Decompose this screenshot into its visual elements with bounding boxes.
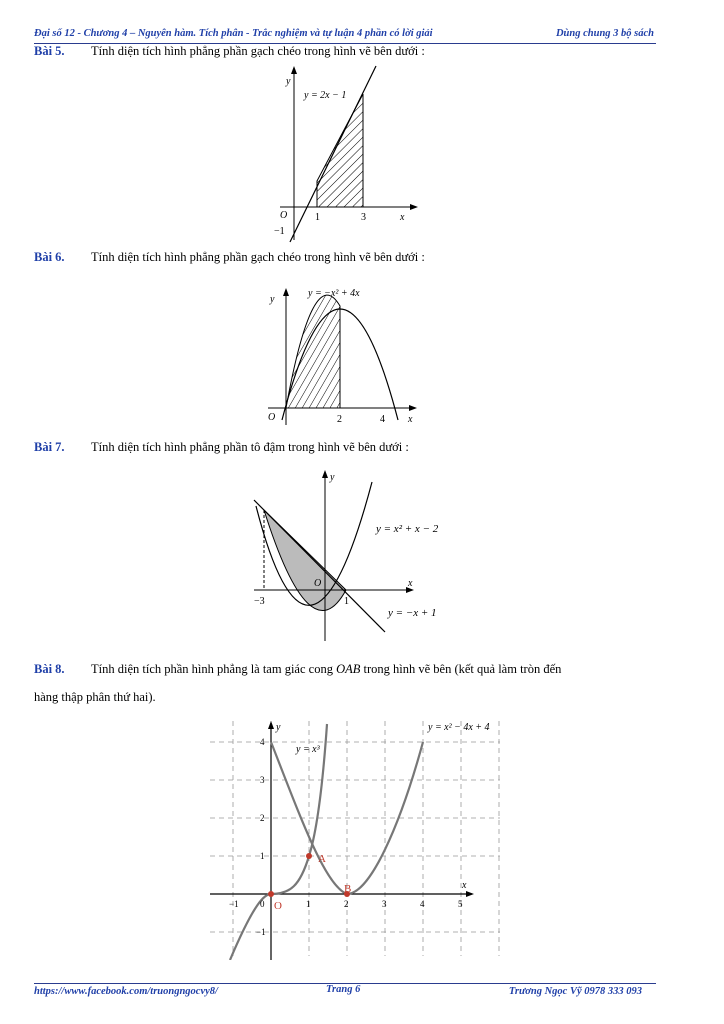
origin-label: O bbox=[274, 900, 282, 912]
problem-8-label: Bài 8. bbox=[34, 662, 65, 676]
problem-8-text-post: trong hình vẽ bên (kết quả làm tròn đến bbox=[360, 662, 562, 676]
page-header bbox=[34, 27, 656, 44]
problem-8-line2: hàng thập phân thứ hai). bbox=[34, 690, 156, 704]
tick-neg1: −1 bbox=[274, 226, 285, 237]
tick-2: 2 bbox=[337, 414, 342, 425]
x-axis-arrow-icon bbox=[409, 405, 417, 411]
tick-1: 1 bbox=[315, 212, 320, 223]
curve-label-1: y = x³ bbox=[296, 744, 320, 755]
hatched-region bbox=[317, 94, 363, 207]
page-number: Trang 6 bbox=[326, 984, 361, 995]
problem-6 bbox=[34, 250, 425, 265]
problem-8-text-pre: Tính diện tích phần hình phẳng là tam giác cong bbox=[91, 662, 337, 676]
curve-label-2: y = x² − 4x + 4 bbox=[428, 722, 490, 733]
y-tick: 4 bbox=[260, 737, 265, 747]
x-axis-arrow-icon bbox=[466, 891, 474, 897]
curve-label-1: y = x² + x − 2 bbox=[376, 523, 439, 535]
point-a bbox=[306, 853, 312, 859]
problem-6-label: Bài 6. bbox=[34, 250, 65, 264]
tick-1: 1 bbox=[344, 596, 349, 607]
tick-3: 3 bbox=[361, 212, 366, 223]
y-axis-arrow-icon bbox=[283, 288, 289, 296]
figure-8 bbox=[210, 716, 510, 960]
footer-author: Trương Ngọc Vỹ 0978 333 093 bbox=[508, 986, 642, 997]
header-right: Dùng chung 3 bộ sách bbox=[555, 28, 654, 39]
problem-5 bbox=[34, 44, 425, 59]
y-label: y bbox=[270, 294, 275, 305]
grid bbox=[210, 721, 500, 956]
x-tick: −1 bbox=[229, 899, 239, 909]
curve-label: y = −x² + 4x bbox=[308, 288, 360, 299]
y-axis-arrow-icon bbox=[268, 721, 274, 729]
point-a-label: A bbox=[318, 853, 326, 865]
x-tick: 0 bbox=[260, 899, 265, 909]
figure-6 bbox=[258, 280, 428, 430]
x-tick: 2 bbox=[344, 899, 349, 909]
y-label: y bbox=[276, 722, 281, 733]
x-label: x bbox=[462, 880, 467, 891]
hatched-region bbox=[286, 295, 340, 408]
figure-7 bbox=[250, 466, 460, 646]
y-label: y bbox=[330, 472, 335, 483]
problem-8-var: OAB bbox=[336, 662, 361, 676]
x-tick: 5 bbox=[458, 899, 463, 909]
x-label: x bbox=[400, 212, 405, 223]
problem-7-text: Tính diện tích hình phẳng phần tô đậm trong hình vẽ bên dưới : bbox=[91, 440, 409, 454]
line-curve bbox=[254, 500, 385, 632]
y-tick: 1 bbox=[260, 851, 265, 861]
page-footer bbox=[34, 983, 656, 1002]
problem-8 bbox=[34, 662, 656, 677]
figure-5 bbox=[270, 60, 430, 245]
x-axis-arrow-icon bbox=[410, 204, 418, 210]
y-tick: 3 bbox=[260, 775, 265, 785]
problem-6-text: Tính diện tích hình phẳng phần gạch chéo trong hình vẽ bên dưới : bbox=[91, 250, 425, 264]
x-tick: 4 bbox=[420, 899, 425, 909]
x-label: x bbox=[408, 578, 413, 589]
y-label: y bbox=[286, 76, 291, 87]
footer-link[interactable]: https://www.facebook.com/truongngocvy8/ bbox=[34, 986, 218, 997]
origin-label: O bbox=[268, 412, 276, 423]
y-tick: −1 bbox=[256, 927, 266, 937]
x-label: x bbox=[408, 414, 413, 425]
y-axis-arrow-icon bbox=[291, 66, 297, 74]
point-o bbox=[268, 891, 274, 897]
tick-neg3: −3 bbox=[254, 596, 265, 607]
point-b-label: B bbox=[344, 883, 352, 895]
tick-4: 4 bbox=[380, 414, 385, 425]
problem-7-label: Bài 7. bbox=[34, 440, 65, 454]
origin-label: O bbox=[280, 210, 288, 221]
x-tick: 3 bbox=[382, 899, 387, 909]
y-tick: 2 bbox=[260, 813, 265, 823]
problem-5-text: Tính diện tích hình phẳng phần gạch chéo trong hình vẽ bên dưới : bbox=[91, 44, 425, 58]
curve-label-2: y = −x + 1 bbox=[388, 607, 437, 619]
header-left: Đại số 12 - Chương 4 – Nguyên hàm. Tích phân - Trắc nghiệm và tự luận 4 phần có lời giải bbox=[34, 28, 433, 39]
y-axis-arrow-icon bbox=[322, 470, 328, 478]
origin-label: O bbox=[314, 578, 322, 589]
x-ticks bbox=[229, 899, 463, 909]
problem-7 bbox=[34, 440, 409, 455]
x-tick: 1 bbox=[306, 899, 311, 909]
curve-label: y = 2x − 1 bbox=[304, 90, 347, 101]
shaded-region bbox=[264, 510, 346, 611]
problem-5-label: Bài 5. bbox=[34, 44, 65, 58]
